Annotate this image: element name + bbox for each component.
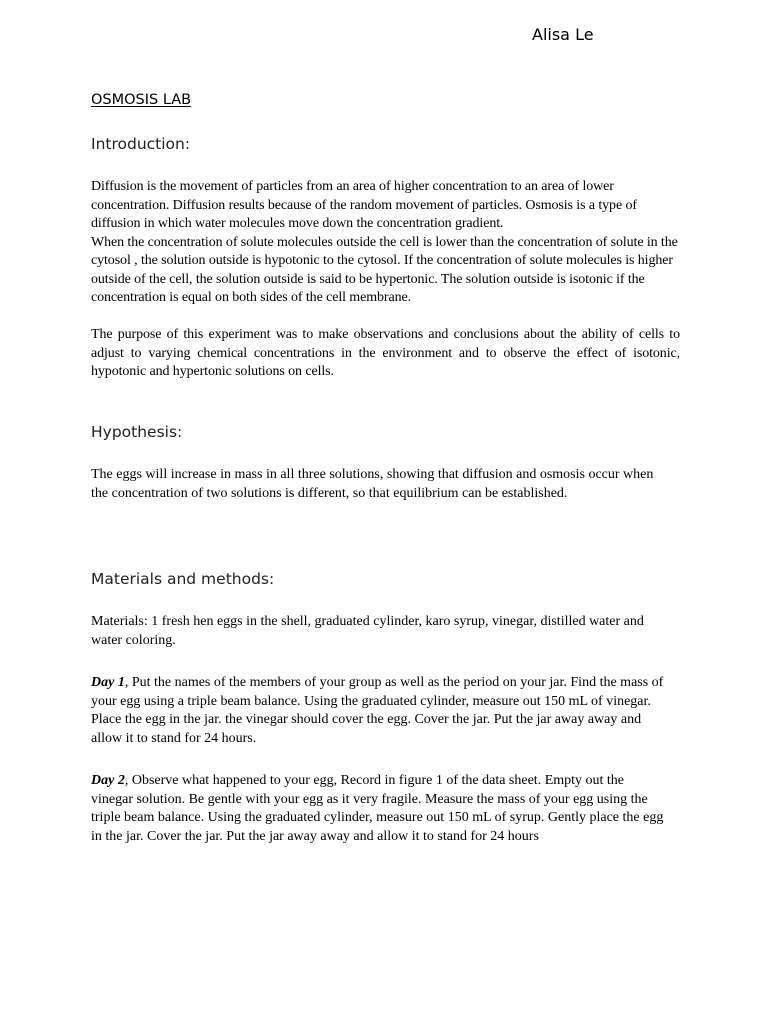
day1-paragraph (91, 674, 671, 748)
day1-text: , Put the names of the members of your group as well as the period on your jar. Find the mass of your egg using a triple beam balance. Using the graduated cylinder, measure out 150 mL of vinegar. Place the egg in the jar. the vinegar should cover the egg. Cover the jar. Put the jar away away and allow it to stand for 24 hours. (91, 675, 664, 746)
materials-text: Materials: 1 fresh hen eggs in the shell, graduated cylinder, karo syrup, vinegar, distilled water and water coloring. (91, 614, 644, 648)
day2-label: Day 2 (91, 773, 125, 788)
introduction-paragraph (91, 178, 679, 308)
purpose-paragraph: The purpose of this experiment was to make observations and conclusions about the ability of cells to adjust to varying chemical concentrations in the environment and to observe the effect of isotonic, hypotonic and hypertonic solutions on cells. (91, 327, 680, 379)
day2-text: , Observe what happened to your egg, Record in figure 1 of the data sheet. Empty out the vinegar solution. Be gentle with your egg as it very fragile. Measure the mass of your egg using the triple beam balance. Using the graduated cylinder, measure out 150 mL of syrup. Gently place the egg in the jar. Cover the jar. Put the jar away away and allow it to stand for 24 hours (91, 773, 664, 844)
introduction-diffusion-text: Diffusion is the movement of particles from an area of higher concentration to an area of lower concentration. Diffusion results because of the random movement of particles. Osmosis is a type of diffusion in which water molecules move down the concentration gradient. (91, 179, 637, 231)
author-name: Alisa Le (532, 25, 594, 44)
document-title: OSMOSIS LAB (91, 92, 192, 108)
introduction-heading: Introduction: (91, 135, 191, 153)
day1-label: Day 1 (91, 675, 125, 690)
materials-methods-heading: Materials and methods: (91, 570, 275, 588)
hypothesis-text: The eggs will increase in mass in all three solutions, showing that diffusion and osmosis occur when the concentration of two solutions is different, so that equilibrium can be established. (91, 467, 654, 501)
hypothesis-heading: Hypothesis: (91, 423, 183, 441)
day2-paragraph (91, 772, 669, 846)
introduction-tonicity-text: When the concentration of solute molecules outside the cell is lower than the concentration of solute in the cytosol , the solution outside is hypotonic to the cytosol. If the concentration of solute molecules is higher outside of the cell, the solution outside is said to be hypertonic. The solution outside is isotonic if the concentration is equal on both sides of the cell membrane. (91, 234, 678, 305)
